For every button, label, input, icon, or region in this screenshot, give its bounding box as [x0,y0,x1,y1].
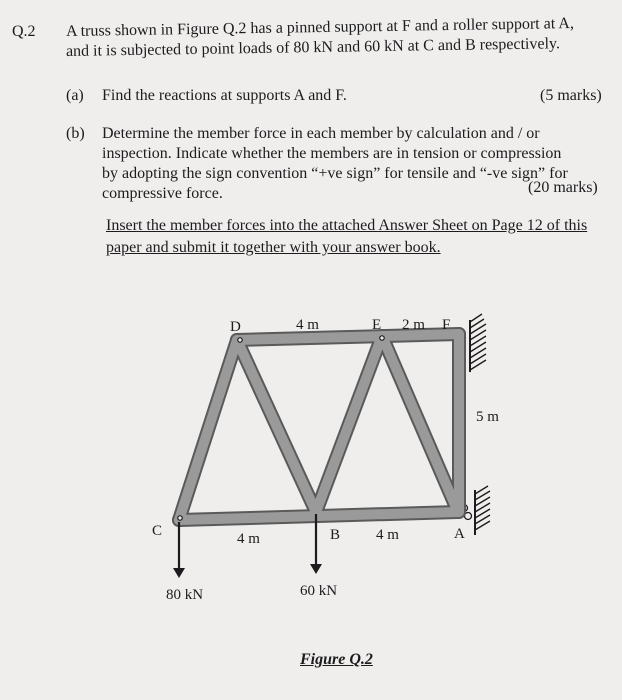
question-text-line-1: A truss shown in Figure Q.2 has a pinned support at F and a roller support at A, [65,15,575,40]
part-b-line-2: inspection. Indicate whether the members are in tension or compression [102,145,562,162]
part-a-marks: (5 marks) [540,87,602,104]
part-b-marks: (20 marks) [528,179,598,196]
instruction-line-2: paper and submit it together with your answer book. [106,239,441,256]
part-b-label: (b) [66,125,85,142]
truss-members [179,334,459,520]
node-label-e: E [372,317,382,333]
question-number: Q.2 [12,23,36,40]
part-b-line-4: compressive force. [102,185,223,202]
load-label-b: 60 kN [300,583,338,599]
part-a-label: (a) [66,87,84,104]
dim-top-right: 2 m [402,317,425,333]
part-b-line-3: by adopting the sign convention “+ve sign” for tensile and “-ve sign” for [102,165,568,182]
figure-caption: Figure Q.2 [300,651,373,668]
instruction-line-1: Insert the member forces into the attached Answer Sheet on Page 12 of this [106,217,588,234]
dim-bottom-left: 4 m [237,531,260,547]
dim-height: 5 m [476,409,499,425]
dim-top-left: 4 m [296,317,319,333]
part-b-line-1: Determine the member force in each member by calculation and / or [102,125,540,142]
node-label-c: C [152,523,163,539]
node-label-a: A [454,526,465,542]
node-label-d: D [230,319,241,335]
node-label-f: F [442,317,451,333]
load-label-c: 80 kN [166,587,204,603]
question-text-line-2: and it is subjected to point loads of 80 kN and 60 kN at C and B respectively. [65,35,561,60]
node-label-b: B [330,527,341,543]
part-a-text: Find the reactions at supports A and F. [102,87,347,104]
dim-bottom-right: 4 m [376,527,399,543]
